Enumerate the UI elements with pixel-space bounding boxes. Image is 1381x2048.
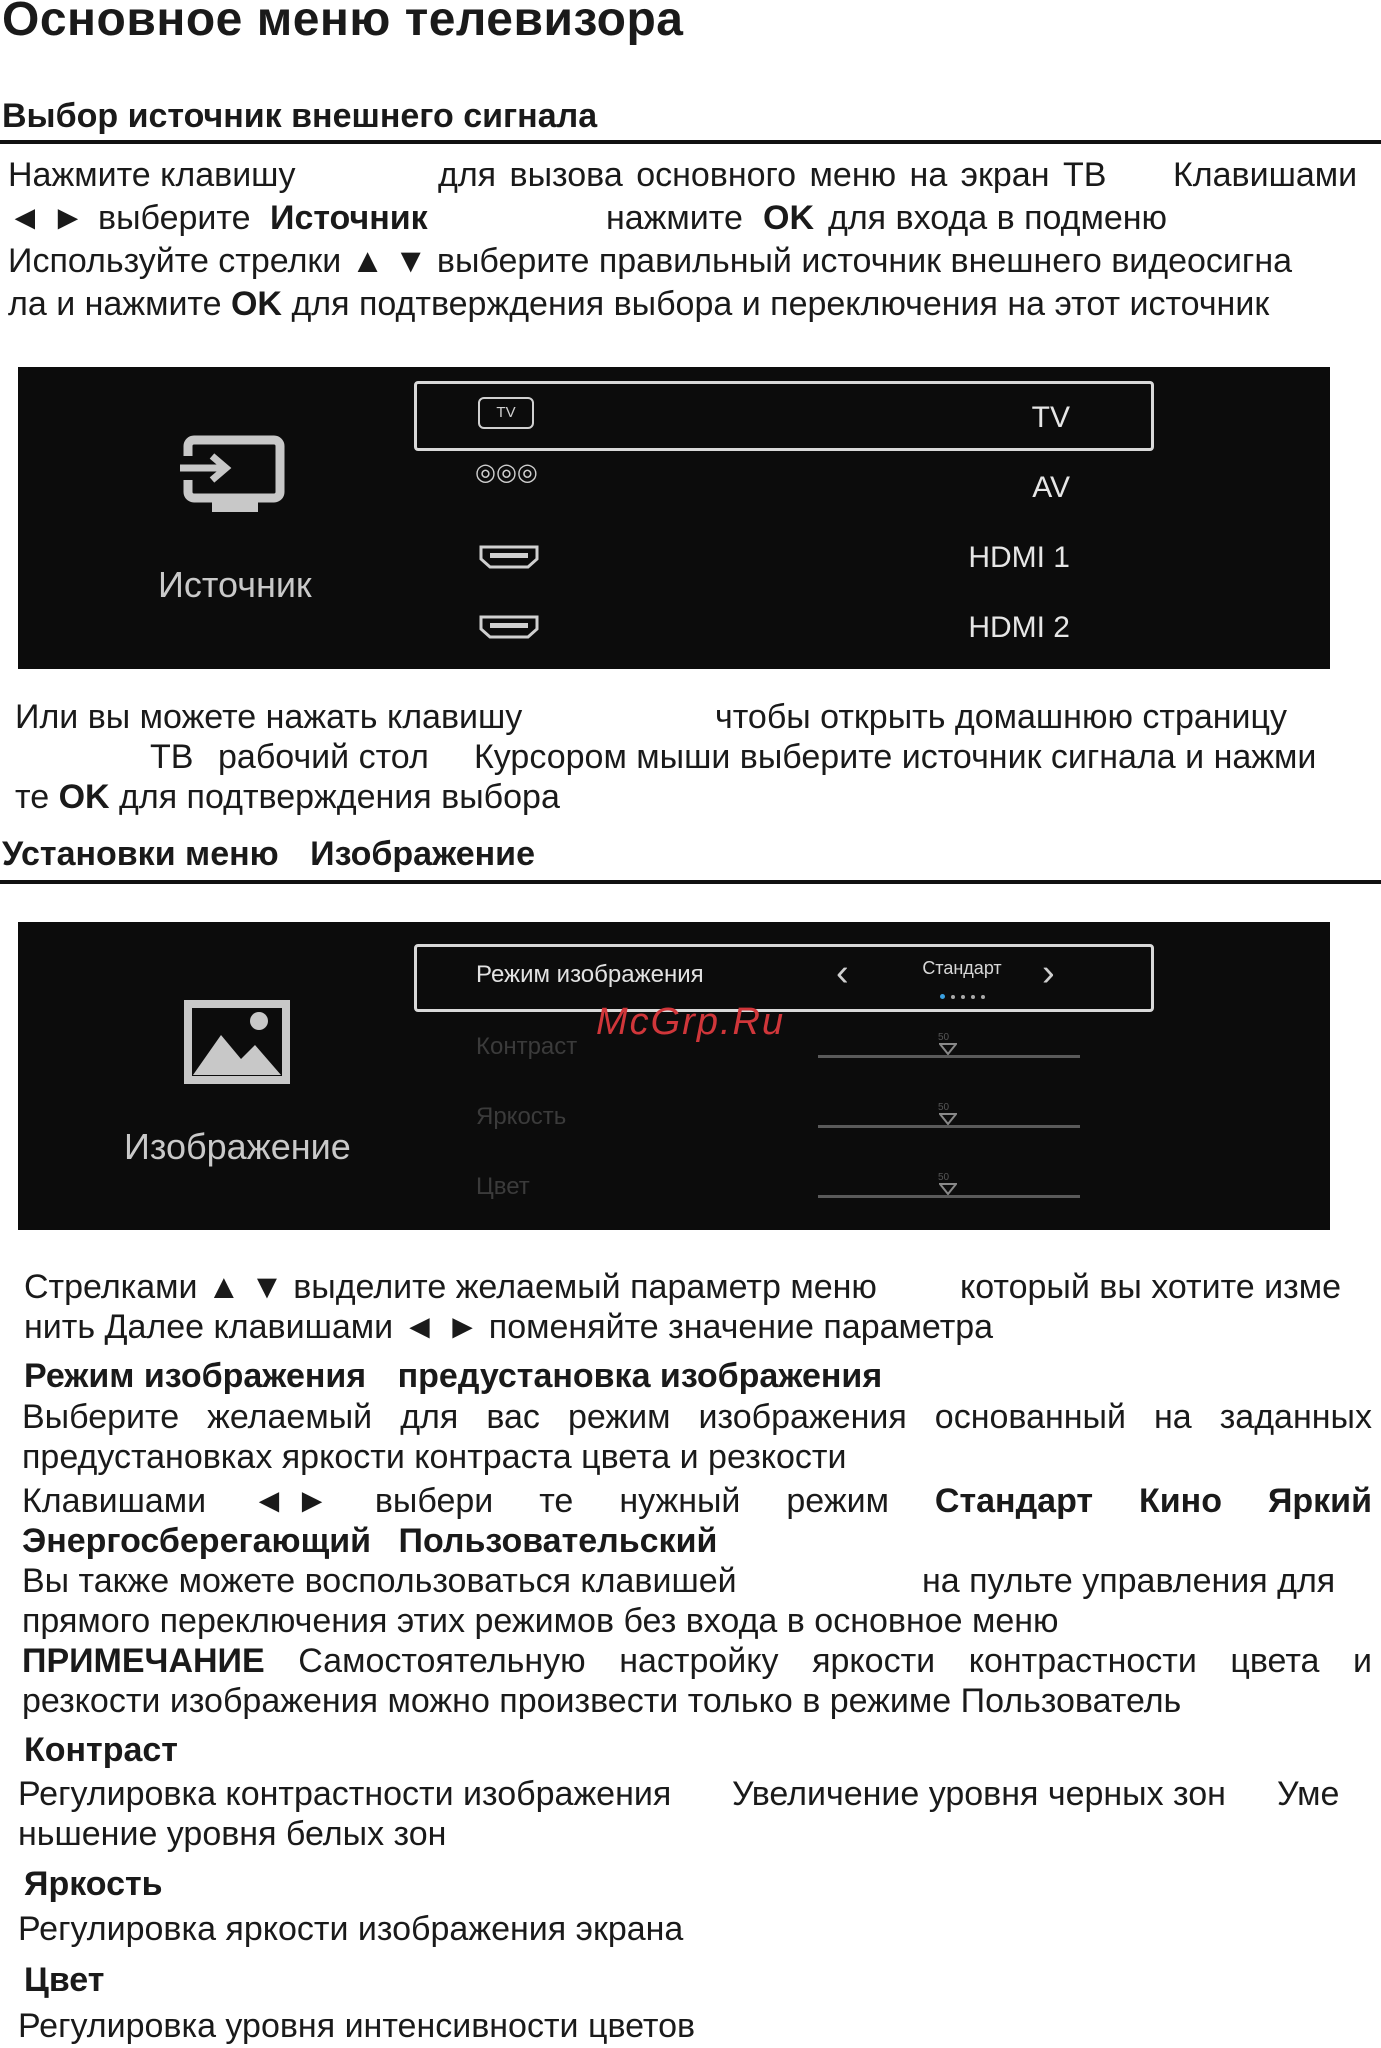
color-heading: Цвет <box>24 1961 105 1999</box>
text: для подтверждения выбора и переключения на этот источник <box>291 285 1270 323</box>
text: Вы также можете воспользоваться клавишей <box>22 1562 737 1600</box>
color-slider-thumb[interactable] <box>939 1183 957 1195</box>
input-source-icon <box>178 432 288 522</box>
text: выберите <box>98 199 251 237</box>
text: Установки меню <box>2 835 279 873</box>
brightness-heading: Яркость <box>24 1865 163 1903</box>
line: предустановках яркости контраста цвета и резкости <box>22 1438 847 1476</box>
word: основанный <box>934 1398 1126 1436</box>
text: Или вы можете нажать клавишу <box>15 698 523 736</box>
word: яркости <box>812 1642 936 1680</box>
word: и <box>1353 1642 1372 1680</box>
contrast-label[interactable]: Контраст <box>476 1033 578 1060</box>
line: резкости изображения можно произвести только в режиме Пользователь <box>22 1682 1182 1720</box>
section-heading-picture <box>2 835 535 874</box>
brightness-description: Регулировка яркости изображения экрана <box>18 1910 684 1948</box>
picture-mode-description <box>22 1397 1372 1721</box>
line: ньшение уровня белых зон <box>18 1815 447 1853</box>
source-item-tv[interactable]: TV <box>1031 401 1070 434</box>
contrast-heading: Контраст <box>24 1731 178 1769</box>
text-bold: OK <box>230 285 282 323</box>
line <box>22 1397 1372 1437</box>
text: Стрелками ▲ ▼ выделите желаемый параметр меню <box>24 1268 877 1306</box>
word: желаемый <box>207 1398 373 1436</box>
mode-standard: Стандарт <box>934 1482 1094 1520</box>
line: прямого переключения этих режимов без входа в основное меню <box>22 1602 1059 1640</box>
source-item-av[interactable]: AV <box>1032 471 1070 504</box>
text: на пульте управления для <box>922 1562 1336 1600</box>
word: выбери <box>374 1482 494 1520</box>
text: чтобы открыть домашнюю страницу <box>715 698 1288 736</box>
mode-page-dots <box>922 986 1002 1004</box>
color-slider[interactable] <box>818 1195 1080 1198</box>
source-menu-screenshot <box>18 367 1330 669</box>
line <box>15 737 1365 777</box>
line <box>8 197 1368 240</box>
text: предустановка изображения <box>397 1357 883 1395</box>
picture-mode-value: Стандарт <box>922 958 1002 978</box>
text: для входа в подменю <box>828 199 1168 237</box>
text: Увеличение уровня черных зон <box>732 1775 1226 1813</box>
text: нажмите <box>606 199 743 237</box>
text: для подтверждения выбора <box>119 778 560 816</box>
right-arrow-icon[interactable]: › <box>1042 952 1055 994</box>
av-icon: ◎◎◎ <box>475 459 538 486</box>
line <box>22 1521 1372 1561</box>
contrast-slider-thumb[interactable] <box>939 1043 957 1055</box>
word: режим <box>786 1482 889 1520</box>
word: Выберите <box>22 1398 180 1436</box>
line: нить Далее клавишами ◄ ► поменяйте значение параметра <box>24 1308 994 1346</box>
word: на <box>1154 1398 1192 1436</box>
line <box>22 1641 1372 1681</box>
section-heading-source: Выбор источник внешнего сигнала <box>2 97 598 135</box>
line <box>24 1267 1372 1307</box>
text-bold: OK <box>763 199 814 237</box>
text: ТВ <box>150 738 194 776</box>
hdmi-icon <box>478 543 540 571</box>
line: Используйте стрелки ▲ ▼ выберите правильный источник внешнего видеосигна <box>8 242 1293 280</box>
text: Режим изображения <box>24 1357 367 1395</box>
word: Клавишами <box>22 1482 207 1520</box>
picture-mode-label[interactable]: Режим изображения <box>476 961 704 988</box>
picture-instructions <box>24 1267 1372 1347</box>
contrast-value: 50 <box>938 1032 950 1043</box>
text: рабочий стол <box>218 738 429 776</box>
contrast-description <box>18 1774 1368 1854</box>
word: контрастности <box>968 1642 1197 1680</box>
mode-energy-saving: Энергосберегающий <box>22 1522 372 1560</box>
contrast-slider[interactable] <box>818 1055 1080 1058</box>
word: вас <box>486 1398 540 1436</box>
picture-mode-heading <box>24 1357 882 1396</box>
line <box>18 1774 1368 1814</box>
text: для вызова основного меню на экран ТВ <box>438 156 1107 194</box>
arrows: ◄ ► <box>8 199 85 237</box>
brightness-slider-thumb[interactable] <box>939 1113 957 1125</box>
mode-vivid: Яркий <box>1267 1482 1372 1520</box>
text: Курсором мыши выберите источник сигнала и нажми <box>474 738 1317 776</box>
text: Регулировка контрастности изображения <box>18 1775 672 1813</box>
mode-cinema: Кино <box>1139 1482 1222 1520</box>
word: ◄ ► <box>252 1482 329 1520</box>
brightness-value: 50 <box>938 1102 950 1113</box>
page-title: Основное меню телевизора <box>2 0 684 46</box>
picture-menu-screenshot <box>18 922 1330 1230</box>
picture-icon <box>183 999 291 1085</box>
watermark: McGrp.Ru <box>596 1001 786 1043</box>
word: те <box>539 1482 574 1520</box>
color-value: 50 <box>938 1172 950 1183</box>
source-item-hdmi2[interactable]: HDMI 2 <box>968 611 1070 644</box>
color-description: Регулировка уровня интенсивности цветов <box>18 2007 696 2045</box>
text: Клавишами <box>1173 156 1358 194</box>
word: изображения <box>698 1398 907 1436</box>
left-arrow-icon[interactable]: ‹ <box>836 952 849 994</box>
source-instructions <box>8 154 1368 326</box>
word: настройку <box>619 1642 779 1680</box>
line <box>22 1481 1372 1521</box>
hdmi-icon <box>478 613 540 641</box>
menu-label: Источник <box>158 564 312 605</box>
text: Нажмите клавишу <box>8 156 296 194</box>
text: Уме <box>1277 1775 1340 1813</box>
word: режим <box>567 1398 671 1436</box>
home-page-instructions <box>15 697 1365 817</box>
section-divider <box>0 140 1381 144</box>
text: ла и нажмите <box>8 285 222 323</box>
brightness-slider[interactable] <box>818 1125 1080 1128</box>
source-item-hdmi1[interactable]: HDMI 1 <box>968 541 1070 574</box>
color-label[interactable]: Цвет <box>476 1173 530 1200</box>
brightness-label[interactable]: Яркость <box>476 1103 567 1130</box>
line <box>8 283 1368 326</box>
line <box>22 1561 1372 1601</box>
tv-icon <box>478 397 534 429</box>
tv-glyph: TV <box>478 397 534 429</box>
section-divider <box>0 880 1381 884</box>
text: те <box>15 778 50 816</box>
word: заданных <box>1219 1398 1372 1436</box>
word: нужный <box>619 1482 741 1520</box>
word: цвета <box>1230 1642 1320 1680</box>
line <box>15 777 1365 817</box>
word: Самостоятельную <box>298 1642 586 1680</box>
note-label: ПРИМЕЧАНИЕ <box>22 1642 265 1680</box>
text-bold: Источник <box>270 199 428 237</box>
menu-label: Изображение <box>124 1126 351 1167</box>
line <box>15 697 1365 737</box>
mode-user: Пользовательский <box>398 1522 718 1560</box>
text-bold: OK <box>58 778 110 816</box>
line <box>8 154 1368 197</box>
text: который вы хотите изме <box>960 1268 1342 1306</box>
text: Изображение <box>310 835 535 873</box>
word: для <box>400 1398 459 1436</box>
